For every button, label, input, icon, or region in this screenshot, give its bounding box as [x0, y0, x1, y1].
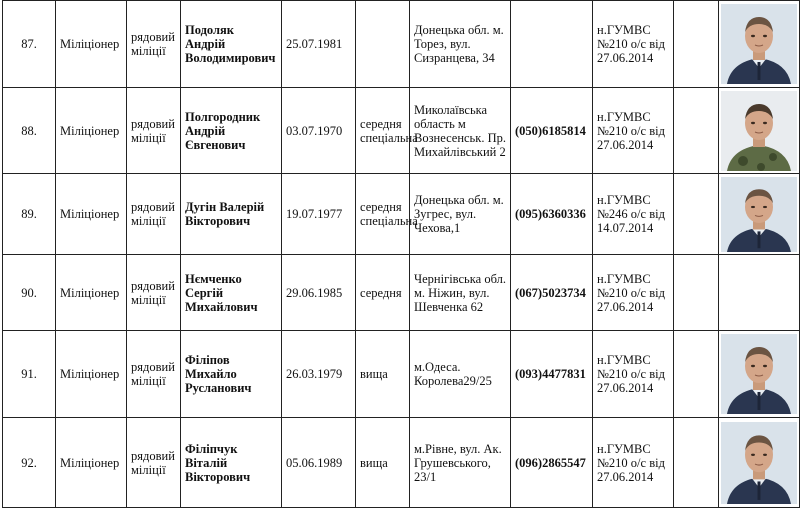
- dob-cell: 05.06.1989: [282, 418, 356, 508]
- rank-cell: рядовий міліції: [127, 174, 181, 255]
- name-cell: Філіпчук Віталій Вікторович: [181, 418, 282, 508]
- portrait-photo: [721, 334, 797, 414]
- photo-cell: [719, 174, 800, 255]
- photo-cell: [719, 88, 800, 174]
- order-cell: н.ГУМВС №210 о/с від 27.06.2014: [593, 331, 674, 418]
- address-cell: Миколаївська область м Вознесенськ. Пр. Михайлівський 2: [410, 88, 511, 174]
- portrait-photo: [721, 91, 797, 171]
- empty-cell: [674, 331, 719, 418]
- position-cell: Міліціонер: [56, 255, 127, 331]
- personnel-table: [2, 0, 800, 508]
- order-cell: н.ГУМВС №246 о/с від 14.07.2014: [593, 174, 674, 255]
- order-cell: н.ГУМВС №210 о/с від 27.06.2014: [593, 88, 674, 174]
- dob-cell: 25.07.1981: [282, 1, 356, 88]
- rank-cell: рядовий міліції: [127, 88, 181, 174]
- education-cell: [356, 1, 410, 88]
- phone-cell: (096)2865547: [511, 418, 593, 508]
- photo-cell: [719, 331, 800, 418]
- order-cell: н.ГУМВС №210 о/с від 27.06.2014: [593, 1, 674, 88]
- table-row: [3, 418, 800, 508]
- photo-cell: [719, 418, 800, 508]
- order-cell: н.ГУМВС №210 о/с від 27.06.2014: [593, 255, 674, 331]
- phone-cell: (095)6360336: [511, 174, 593, 255]
- dob-cell: 26.03.1979: [282, 331, 356, 418]
- position-cell: Міліціонер: [56, 1, 127, 88]
- empty-cell: [674, 88, 719, 174]
- rank-cell: рядовий міліції: [127, 418, 181, 508]
- position-cell: Міліціонер: [56, 88, 127, 174]
- dob-cell: 19.07.1977: [282, 174, 356, 255]
- empty-cell: [674, 418, 719, 508]
- address-cell: Донецька обл. м. Торез, вул. Сизранцева, 34: [410, 1, 511, 88]
- phone-cell: (050)6185814: [511, 88, 593, 174]
- photo-cell: [719, 1, 800, 88]
- phone-cell: [511, 1, 593, 88]
- row-number: 90.: [3, 255, 56, 331]
- address-cell: м.Одеса. Королева29/25: [410, 331, 511, 418]
- empty-cell: [674, 255, 719, 331]
- dob-cell: 29.06.1985: [282, 255, 356, 331]
- photo-cell: [719, 255, 800, 331]
- empty-cell: [674, 1, 719, 88]
- education-cell: вища: [356, 418, 410, 508]
- address-cell: Донецька обл. м. Зугрес, вул. Чехова,1: [410, 174, 511, 255]
- dob-cell: 03.07.1970: [282, 88, 356, 174]
- row-number: 89.: [3, 174, 56, 255]
- rank-cell: рядовий міліції: [127, 331, 181, 418]
- portrait-photo: [721, 177, 797, 252]
- phone-cell: (093)4477831: [511, 331, 593, 418]
- name-cell: Філіпов Михайло Русланович: [181, 331, 282, 418]
- name-cell: Полгородник Андрій Євгенович: [181, 88, 282, 174]
- table-row: [3, 174, 800, 255]
- portrait-photo: [721, 4, 797, 84]
- table-row: [3, 255, 800, 331]
- row-number: 92.: [3, 418, 56, 508]
- address-cell: Чернігівська обл. м. Ніжин, вул. Шевченка 62: [410, 255, 511, 331]
- rank-cell: рядовий міліції: [127, 1, 181, 88]
- name-cell: Нємченко Сергій Михайлович: [181, 255, 282, 331]
- name-cell: Дугін Валерій Вікторович: [181, 174, 282, 255]
- order-cell: н.ГУМВС №210 о/с від 27.06.2014: [593, 418, 674, 508]
- row-number: 91.: [3, 331, 56, 418]
- table-row: [3, 1, 800, 88]
- table-body: [3, 1, 800, 508]
- position-cell: Міліціонер: [56, 331, 127, 418]
- rank-cell: рядовий міліції: [127, 255, 181, 331]
- table-row: [3, 88, 800, 174]
- portrait-photo: [721, 422, 797, 504]
- name-cell: Подоляк Андрій Володимирович: [181, 1, 282, 88]
- phone-cell: (067)5023734: [511, 255, 593, 331]
- position-cell: Міліціонер: [56, 174, 127, 255]
- address-cell: м.Рівне, вул. Ак. Грушевського, 23/1: [410, 418, 511, 508]
- education-cell: середня спеціальна: [356, 88, 410, 174]
- row-number: 87.: [3, 1, 56, 88]
- position-cell: Міліціонер: [56, 418, 127, 508]
- education-cell: середня спеціальна: [356, 174, 410, 255]
- education-cell: середня: [356, 255, 410, 331]
- education-cell: вища: [356, 331, 410, 418]
- empty-cell: [674, 174, 719, 255]
- row-number: 88.: [3, 88, 56, 174]
- table-row: [3, 331, 800, 418]
